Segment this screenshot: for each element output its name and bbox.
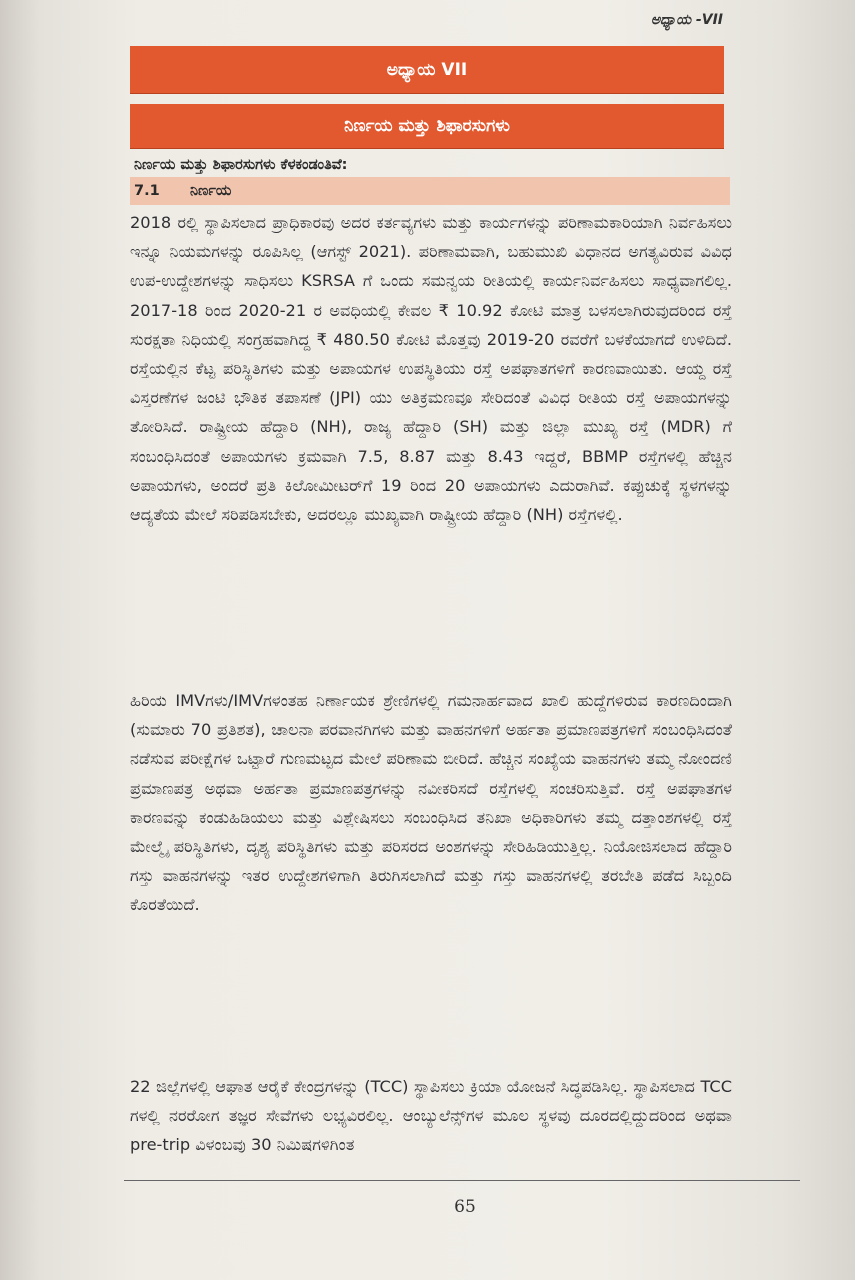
title-banner: ನಿರ್ಣಯ ಮತ್ತು ಶಿಫಾರಸುಗಳು — [130, 104, 724, 148]
paragraph-2: ಹಿರಿಯ IMVಗಳು/IMVಗಳಂತಹ ನಿರ್ಣಾಯಕ ಶ್ರೇಣಿಗಳಲ್ಲಿ ಗಮನಾರ್ಹವಾದ ಖಾಲಿ ಹುದ್ದೆಗಳಿರುವ ಕಾರಣದಿಂದಾಗಿ (ಸುಮಾರು 70 ಪ್ರತಿಶತ), ಚಾಲನಾ ಪರವಾನಗಿಗಳು ಮತ್ತು ವಾಹನಗಳಿಗೆ ಅರ್ಹತಾ ಪ್ರಮಾಣಪತ್ರಗಳಿಗೆ ಸಂಬಂಧಿಸಿದಂತೆ ನಡೆಸುವ ಪರೀಕ್ಷೆಗಳ ಒಟ್ಟಾರೆ ಗುಣಮಟ್ಟದ ಮೇಲೆ ಪರಿಣಾಮ ಬೀರಿದೆ. ಹೆಚ್ಚಿನ ಸಂಖ್ಯೆಯ ವಾಹನಗಳು ತಮ್ಮ ನೋಂದಣಿ ಪ್ರಮಾಣಪತ್ರ ಅಥವಾ ಅರ್ಹತಾ ಪ್ರಮಾಣಪತ್ರಗಳನ್ನು ನವೀಕರಿಸದೆ ರಸ್ತೆಗಳಲ್ಲಿ ಸಂಚರಿಸುತ್ತಿವೆ. ರಸ್ತೆ ಅಪಘಾತಗಳ ಕಾರಣವನ್ನು ಕಂಡುಹಿಡಿಯಲು ಮತ್ತು ವಿಶ್ಲೇಷಿಸಲು ಸಂಬಂಧಿಸಿದ ತನಿಖಾ ಅಧಿಕಾರಿಗಳು ತಮ್ಮ ದತ್ತಾಂಶಗಳಲ್ಲಿ ರಸ್ತೆ ಮೇಲ್ಮೈ ಪರಿಸ್ಥಿತಿಗಳು, ದೃಶ್ಯ ಪರಿಸ್ಥಿತಿಗಳು ಮತ್ತು ಪರಿಸರದ ಅಂಶಗಳನ್ನು ಸೇರಿಹಿಡಿಯುತ್ತಿಲ್ಲ. ನಿಯೋಜಿಸಲಾದ ಹೆದ್ದಾರಿ ಗಸ್ತು ವಾಹನಗಳನ್ನು ಇತರ ಉದ್ದೇಶಗಳಿಗಾಗಿ ತಿರುಗಿಸಲಾಗಿದೆ ಮತ್ತು ಗಸ್ತು ವಾಹನಗಳಲ್ಲಿ ತರಬೇತಿ ಪಡೆದ ಸಿಬ್ಬಂದಿ ಕೊರತೆಯಿದೆ. — [130, 691, 732, 915]
page-number: 65 — [454, 1197, 476, 1217]
chapter-banner: ಅಧ್ಯಾಯ VII — [130, 46, 724, 93]
section-heading — [130, 177, 730, 205]
paragraph-1: 2018 ರಲ್ಲಿ ಸ್ಥಾಪಿಸಲಾದ ಪ್ರಾಧಿಕಾರವು ಅದರ ಕರ್ತವ್ಯಗಳು ಮತ್ತು ಕಾರ್ಯಗಳನ್ನು ಪರಿಣಾಮಕಾರಿಯಾಗಿ ನಿರ್ವಹಿಸಲು ಇನ್ನೂ ನಿಯಮಗಳನ್ನು ರೂಪಿಸಿಲ್ಲ (ಆಗಸ್ಟ್ 2021). ಪರಿಣಾಮವಾಗಿ, ಬಹುಮುಖಿ ವಿಧಾನದ ಅಗತ್ಯವಿರುವ ವಿವಿಧ ಉಪ-ಉದ್ದೇಶಗಳನ್ನು ಸಾಧಿಸಲು KSRSA ಗೆ ಒಂದು ಸಮನ್ವಯ ರೀತಿಯಲ್ಲಿ ಕಾರ್ಯನಿರ್ವಹಿಸಲು ಸಾಧ್ಯವಾಗಲಿಲ್ಲ. 2017-18 ರಿಂದ 2020-21 ರ ಅವಧಿಯಲ್ಲಿ ಕೇವಲ ₹ 10.92 ಕೋಟಿ ಮಾತ್ರ ಬಳಸಲಾಗಿರುವುದರಿಂದ ರಸ್ತೆ ಸುರಕ್ಷತಾ ನಿಧಿಯಲ್ಲಿ ಸಂಗ್ರಹವಾಗಿದ್ದ ₹ 480.50 ಕೋಟಿ ಮೊತ್ತವು 2019-20 ರವರೆಗೆ ಬಳಕೆಯಾಗದೆ ಉಳಿದಿದೆ. ರಸ್ತೆಯಲ್ಲಿನ ಕೆಟ್ಟ ಪರಿಸ್ಥಿತಿಗಳು ಮತ್ತು ಅಪಾಯಗಳ ಉಪಸ್ಥಿತಿಯು ರಸ್ತೆ ಅಪಘಾತಗಳಿಗೆ ಕಾರಣವಾಯಿತು. ಆಯ್ದ ರಸ್ತೆ ವಿಸ್ತರಣೆಗಳ ಜಂಟಿ ಭೌತಿಕ ತಪಾಸಣೆ (JPI) ಯು ಅತಿಕ್ರಮಣವೂ ಸೇರಿದಂತೆ ವಿವಿಧ ರೀತಿಯ ರಸ್ತೆ ಅಪಾಯಗಳನ್ನು ತೋರಿಸಿದೆ. ರಾಷ್ಟ್ರೀಯ ಹೆದ್ದಾರಿ (NH), ರಾಜ್ಯ ಹೆದ್ದಾರಿ (SH) ಮತ್ತು ಜಿಲ್ಲಾ ಮುಖ್ಯ ರಸ್ತೆ (MDR) ಗೆ ಸಂಬಂಧಿಸಿದಂತೆ ಅಪಾಯಗಳು ಕ್ರಮವಾಗಿ 7.5, 8.87 ಮತ್ತು 8.43 ಇದ್ದರೆ, BBMP ರಸ್ತೆಗಳಲ್ಲಿ ಹೆಚ್ಚಿನ ಅಪಾಯಗಳು, ಅಂದರೆ ಪ್ರತಿ ಕಿಲೋಮೀಟರ್‌ಗೆ 19 ರಿಂದ 20 ಅಪಾಯಗಳು ಎದುರಾಗಿವೆ. ಕಪ್ಪುಚುಕ್ಕೆ ಸ್ಥಳಗಳನ್ನು ಆದ್ಯತೆಯ ಮೇಲೆ ಸರಿಪಡಿಸಬೇಕು, ಅದರಲ್ಲೂ ಮುಖ್ಯವಾಗಿ ರಾಷ್ಟ್ರೀಯ ಹೆದ್ದಾರಿ (NH) ರಸ್ತೆಗಳಲ್ಲಿ. — [130, 213, 732, 525]
running-header: ಅಧ್ಯಾಯ -VII — [650, 12, 723, 28]
section-number: 7.1 — [134, 183, 160, 199]
intro-line: ನಿರ್ಣಯ ಮತ್ತು ಶಿಫಾರಸುಗಳು ಕೆಳಕಂಡಂತಿವೆ: — [134, 157, 348, 173]
section-title: ನಿರ್ಣಯ — [190, 183, 232, 199]
paragraph-3: 22 ಜಿಲ್ಲೆಗಳಲ್ಲಿ ಆಘಾತ ಆರೈಕೆ ಕೇಂದ್ರಗಳನ್ನು (TCC) ಸ್ಥಾಪಿಸಲು ಕ್ರಿಯಾ ಯೋಜನೆ ಸಿದ್ಧಪಡಿಸಿಲ್ಲ. ಸ್ಥಾಪಿಸಲಾದ TCC ಗಳಲ್ಲಿ ನರರೋಗ ತಜ್ಞರ ಸೇವೆಗಳು ಲಭ್ಯವಿರಲಿಲ್ಲ. ಆಂಬ್ಯುಲೆನ್ಸ್‌ಗಳ ಮೂಲ ಸ್ಥಳವು ದೂರದಲ್ಲಿದ್ದುದರಿಂದ ಅಥವಾ pre-trip ವಿಳಂಬವು 30 ನಿಮಿಷಗಳಿಗಿಂತ — [130, 1077, 732, 1155]
footer-rule — [124, 1180, 800, 1181]
